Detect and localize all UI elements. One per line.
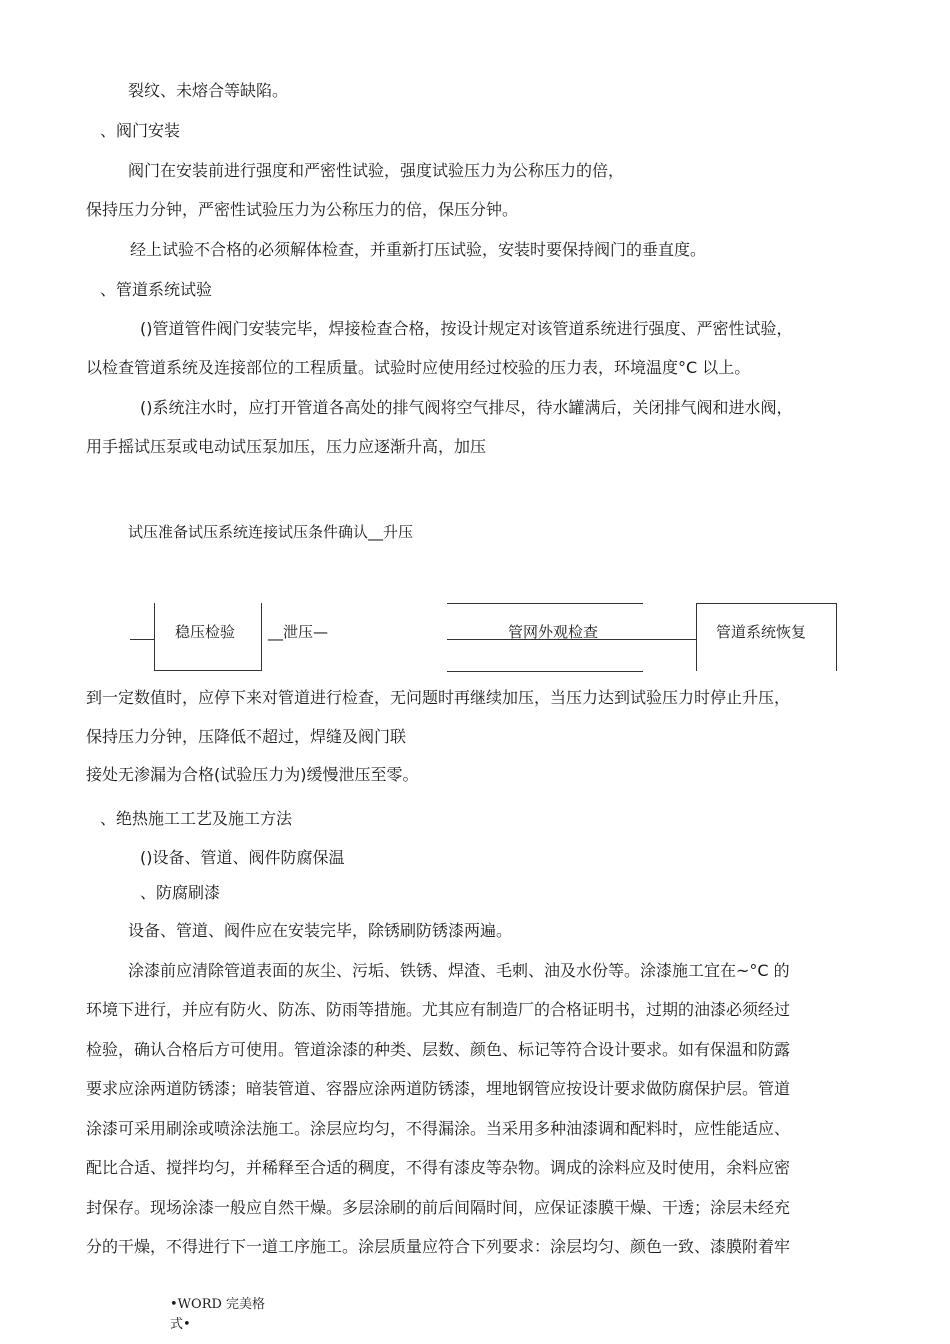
- flow-box-restore-label: 管道系统恢复: [716, 623, 807, 641]
- body-line: ()管道管件阀门安装完毕，焊接检查合格，按设计规定对该管道系统进行强度、严密性试验，: [140, 319, 793, 338]
- body-line: 以检查管道系统及连接部位的工程质量。试验时应使用经过校验的压力表，环境温度°C 以上。: [86, 358, 751, 377]
- subheading: ()设备、管道、阀件防腐保温: [140, 848, 345, 867]
- section-heading-pipe-test: 、管道系统试验: [100, 280, 213, 299]
- flow-box-inspect-label: 管网外观检查: [508, 623, 599, 641]
- footer-line-2: 式•: [170, 1317, 191, 1332]
- body-line: 设备、管道、阀件应在安装完毕，除锈刷防锈漆两遍。: [128, 921, 513, 940]
- flow-box-bottom-line: [447, 671, 643, 672]
- body-line: 到一定数值时，应停下来对管道进行检查，无问题时再继续加压，当压力达到试验压力时停止升压，: [86, 688, 791, 707]
- body-line: 保持压力分钟，严密性试验压力为公称压力的倍，保压分钟。: [86, 200, 519, 219]
- body-line: 阀门在安装前进行强度和严密性试验，强度试验压力为公称压力的倍，: [128, 161, 625, 180]
- section-heading-valve-install: 、阀门安装: [100, 121, 181, 140]
- body-line: 裂纹、未熔合等缺陷。: [128, 81, 289, 100]
- body-line: 分的干燥，不得进行下一道工序施工。涂层质量应符合下列要求：涂层均匀、颜色一致、漆膜附着牢: [86, 1237, 791, 1256]
- body-line: 封保存。现场涂漆一般应自然干燥。多层涂刷的前后间隔时间，应保证漆膜干燥、干透；涂层未经充: [86, 1198, 791, 1217]
- flow-connector: [130, 639, 154, 640]
- body-line: ()系统注水时，应打开管道各高处的排气阀将空气排尽，待水罐满后，关闭排气阀和进水阀，: [140, 398, 793, 417]
- body-line: 用手摇试压泵或电动试压泵加压，压力应逐渐升高，加压: [86, 437, 487, 456]
- body-line: 环境下进行，并应有防火、防冻、防雨等措施。尤其应有制造厂的合格证明书，过期的油漆必须经过: [86, 1000, 791, 1019]
- body-line: 要求应涂两道防锈漆；暗装管道、容器应涂两道防锈漆，埋地钢管应按设计要求做防腐保护层。管道: [86, 1079, 791, 1098]
- flow-box-top-line: [447, 603, 643, 604]
- body-line: 涂漆可采用刷涂或喷涂法施工。涂层应均匀，不得漏涂。当采用多种油漆调和配料时，应性能适应、: [86, 1119, 791, 1138]
- subheading: 、防腐刷漆: [140, 883, 221, 902]
- flow-row-1: 试压准备试压系统连接试压条件确认__升压: [128, 523, 414, 541]
- flow-release-label: __泄压—: [268, 623, 329, 641]
- body-line: 涂漆前应清除管道表面的灰尘、污垢、铁锈、焊渣、毛刺、油及水份等。涂漆施工宜在~°C 的: [128, 961, 790, 980]
- page-footer: [170, 1295, 265, 1335]
- footer-line-1: •WORD 完美格: [170, 1297, 266, 1312]
- section-heading-insulation: 、绝热施工工艺及施工方法: [100, 809, 293, 828]
- body-line: 配比合适、搅拌均匀，并稀释至合适的稠度，不得有漆皮等杂物。调成的涂料应及时使用，余料应密: [86, 1158, 791, 1177]
- flow-box-stabilize-label: 稳压检验: [175, 623, 236, 641]
- body-line: 经上试验不合格的必须解体检查，并重新打压试验，安装时要保持阀门的垂直度。: [130, 240, 707, 259]
- body-line: 接处无渗漏为合格(试验压力为)缓慢泄压至零。: [86, 765, 419, 784]
- body-line: 保持压力分钟，压降低不超过，焊缝及阀门联: [86, 727, 407, 746]
- body-line: 检验，确认合格后方可使用。管道涂漆的种类、层数、颜色、标记等符合设计要求。如有保温和防露: [86, 1040, 791, 1059]
